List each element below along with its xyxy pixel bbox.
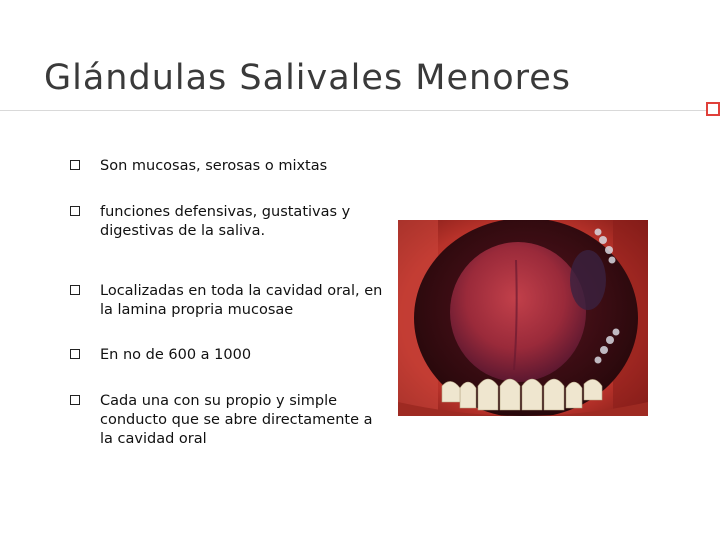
oral-cavity-photo — [398, 220, 648, 416]
bullet-item — [68, 392, 388, 449]
square-bullet-icon — [70, 395, 80, 405]
bullet-text: funciones defensivas, gustativas y digestivas de la saliva. — [100, 204, 351, 239]
slide-title: Glándulas Salivales Menores — [44, 58, 572, 98]
bullet-item — [68, 203, 388, 241]
square-bullet-icon — [70, 349, 80, 359]
bullet-item — [68, 282, 388, 320]
bullet-list — [68, 150, 388, 449]
square-bullet-icon — [70, 285, 80, 295]
square-bullet-icon — [70, 160, 80, 170]
oral-cavity-illustration — [398, 220, 648, 416]
bullet-text: En no de 600 a 1000 — [100, 347, 252, 363]
bullet-item — [68, 346, 388, 365]
accent-square-icon — [706, 102, 720, 116]
square-bullet-icon — [70, 206, 80, 216]
bullet-text: Son mucosas, serosas o mixtas — [100, 158, 328, 174]
bullet-item — [68, 157, 388, 176]
bullet-text: Cada una con su propio y simple conducto que se abre directamente a la cavidad oral — [100, 393, 373, 447]
bullet-text: Localizadas en toda la cavidad oral, en la lamina propria mucosae — [100, 283, 383, 318]
title-divider — [0, 110, 710, 111]
